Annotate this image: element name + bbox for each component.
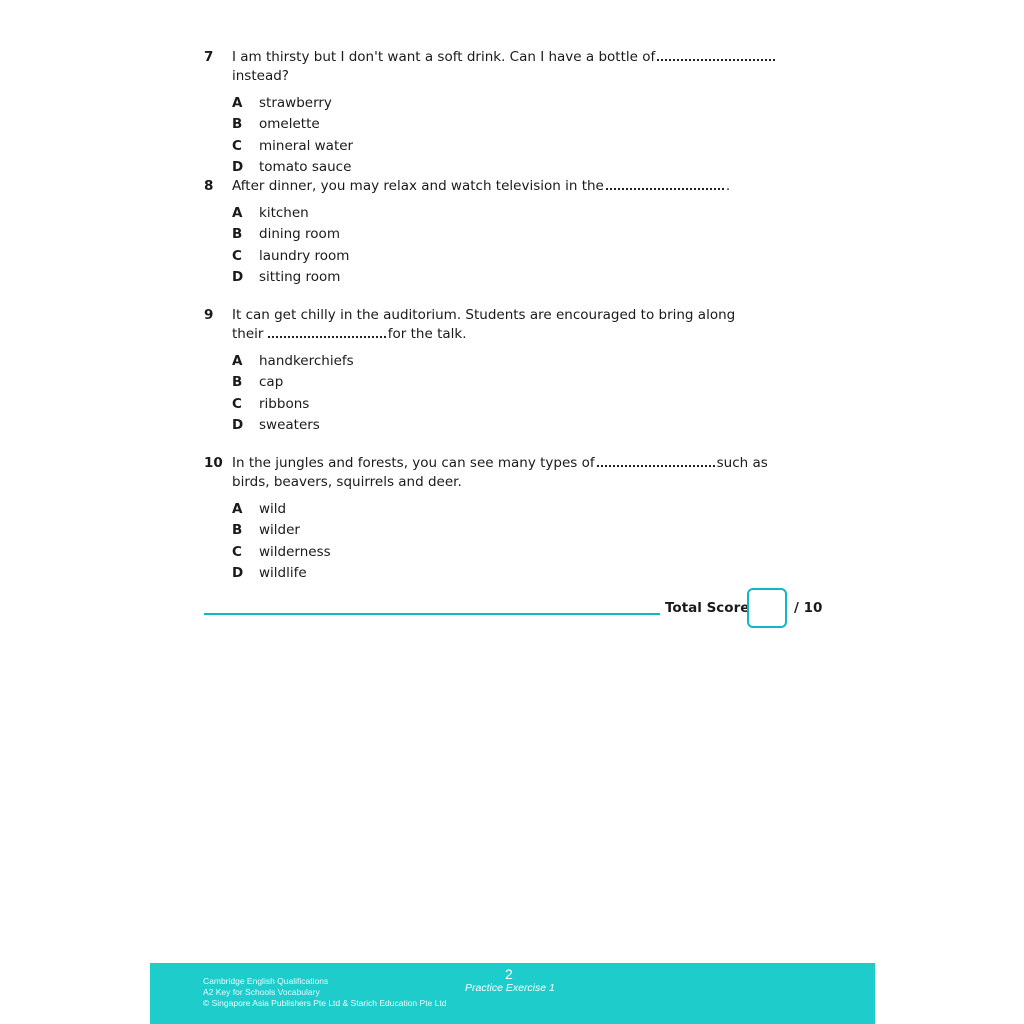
question-number: 9 <box>204 307 214 323</box>
page-number: 2 <box>505 966 513 982</box>
option-c[interactable] <box>232 246 824 267</box>
total-score-row <box>204 588 824 630</box>
option-text: cap <box>259 374 284 391</box>
options-list <box>204 499 824 584</box>
option-text: dining room <box>259 226 340 243</box>
option-letter: C <box>232 247 242 264</box>
option-b[interactable] <box>232 114 824 135</box>
option-letter: D <box>232 268 244 285</box>
question-8 <box>204 177 824 288</box>
option-letter: C <box>232 395 242 412</box>
option-d[interactable] <box>232 267 824 288</box>
question-stem <box>204 306 824 344</box>
option-text: tomato sauce <box>259 158 352 175</box>
option-letter: D <box>232 564 244 581</box>
question-10 <box>204 454 824 584</box>
question-text-before: I am thirsty but I don't want a soft drink. Can I have a bottle of <box>232 49 656 65</box>
option-text: sitting room <box>259 268 341 285</box>
option-letter: A <box>232 205 243 221</box>
score-total: / 10 <box>794 600 823 616</box>
question-text <box>232 177 824 196</box>
option-letter: A <box>232 501 243 517</box>
option-text: wilderness <box>259 543 331 560</box>
question-text <box>232 454 824 492</box>
question-7 <box>204 48 824 178</box>
question-stem <box>204 454 824 492</box>
footer-line-copyright: © Singapore Asia Publishers Pte Ltd & Starich Education Pte Ltd <box>203 998 447 1008</box>
option-b[interactable] <box>232 520 824 541</box>
option-letter: C <box>232 543 242 560</box>
option-d[interactable] <box>232 157 824 178</box>
option-text: wild <box>259 501 287 517</box>
option-c[interactable] <box>232 136 824 157</box>
question-text-before: After dinner, you may relax and watch television in the <box>232 178 604 194</box>
total-score-label: Total Score <box>665 600 750 616</box>
option-text: handkerchiefs <box>259 353 354 369</box>
option-letter: B <box>232 522 243 539</box>
question-text-after: instead? <box>232 68 289 84</box>
question-text-after: . <box>725 178 731 194</box>
answer-blank[interactable] <box>597 454 715 467</box>
question-text <box>232 306 824 344</box>
question-text <box>232 48 824 86</box>
answer-blank[interactable] <box>268 325 386 338</box>
option-text: kitchen <box>259 205 309 221</box>
answer-blank[interactable] <box>606 177 724 190</box>
option-letter: C <box>232 137 242 154</box>
option-b[interactable] <box>232 224 824 245</box>
answer-blank[interactable] <box>657 48 775 61</box>
score-input-box[interactable] <box>747 588 787 628</box>
option-text: ribbons <box>259 395 310 412</box>
page-footer <box>150 963 875 1024</box>
option-a[interactable] <box>232 499 824 520</box>
question-number: 7 <box>204 49 214 65</box>
option-c[interactable] <box>232 394 824 415</box>
question-stem <box>204 177 824 196</box>
question-text-after: for the talk. <box>387 326 467 342</box>
option-letter: B <box>232 116 243 133</box>
question-text-before: It can get chilly in the auditorium. Students are encouraged to bring along their <box>232 307 736 342</box>
options-list <box>204 203 824 288</box>
question-stem <box>204 48 824 86</box>
footer-line-book: A2 Key for Schools Vocabulary <box>203 987 320 997</box>
option-b[interactable] <box>232 372 824 393</box>
question-number: 10 <box>204 455 223 471</box>
option-letter: B <box>232 226 243 243</box>
options-list <box>204 93 824 178</box>
option-a[interactable] <box>232 203 824 224</box>
score-divider-line <box>204 613 660 615</box>
question-text-before: In the jungles and forests, you can see many types of <box>232 455 595 471</box>
option-text: omelette <box>259 116 320 133</box>
option-letter: D <box>232 416 244 433</box>
option-letter: A <box>232 95 243 111</box>
question-text-after: such as birds, beavers, squirrels and deer. <box>232 455 768 490</box>
option-letter: D <box>232 158 244 175</box>
option-d[interactable] <box>232 415 824 436</box>
options-list <box>204 351 824 436</box>
section-title: Practice Exercise 1 <box>465 982 555 994</box>
question-9 <box>204 306 824 436</box>
option-text: strawberry <box>259 95 332 111</box>
option-letter: B <box>232 374 243 391</box>
option-a[interactable] <box>232 93 824 114</box>
option-text: laundry room <box>259 247 350 264</box>
question-number: 8 <box>204 178 214 194</box>
option-text: wildlife <box>259 564 307 581</box>
option-c[interactable] <box>232 542 824 563</box>
option-d[interactable] <box>232 563 824 584</box>
option-text: wilder <box>259 522 300 539</box>
option-letter: A <box>232 353 243 369</box>
option-text: mineral water <box>259 137 354 154</box>
option-text: sweaters <box>259 416 320 433</box>
option-a[interactable] <box>232 351 824 372</box>
footer-line-qualification: Cambridge English Qualifications <box>203 976 329 986</box>
footer-credits <box>203 976 446 1009</box>
